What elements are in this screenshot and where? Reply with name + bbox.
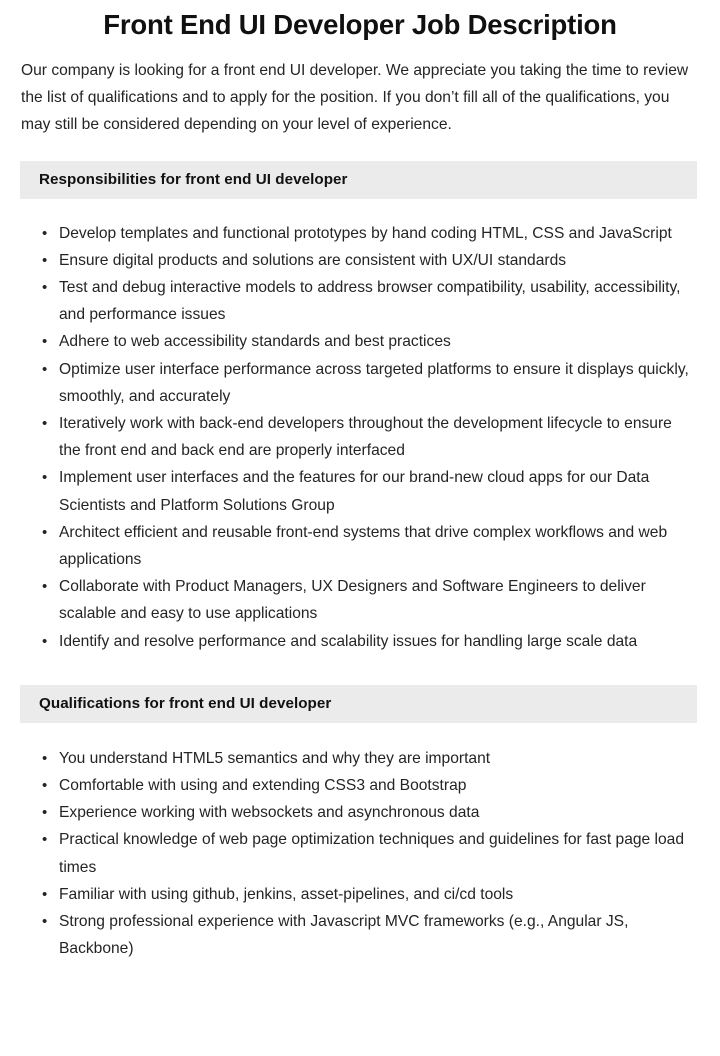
- list-item: • Test and debug interactive models to address browser compatibility, usability, accessibility, and performance issues: [0, 274, 720, 328]
- list-item: • Familiar with using github, jenkins, asset-pipelines, and ci/cd tools: [0, 881, 720, 908]
- list-item: • Experience working with websockets and asynchronous data: [0, 799, 720, 826]
- section-header-qualifications: [20, 685, 697, 723]
- list-item: • Develop templates and functional prototypes by hand coding HTML, CSS and JavaScript: [0, 220, 720, 247]
- list-item: • Adhere to web accessibility standards and best practices: [0, 328, 720, 355]
- list-item: • Strong professional experience with Javascript MVC frameworks (e.g., Angular JS, Backbone): [0, 908, 720, 962]
- list-item: • Collaborate with Product Managers, UX Designers and Software Engineers to deliver scalable and easy to use applications: [0, 573, 720, 627]
- list-item: • Identify and resolve performance and scalability issues for handling large scale data: [0, 628, 720, 655]
- list-item: • Iteratively work with back-end developers throughout the development lifecycle to ensure the front end and back end are properly interfaced: [0, 410, 720, 464]
- list-item: • You understand HTML5 semantics and why they are important: [0, 745, 720, 772]
- section-heading-label: Responsibilities for front end UI developer: [39, 170, 348, 188]
- list-item: • Practical knowledge of web page optimization techniques and guidelines for fast page load times: [0, 826, 720, 880]
- list-item: • Optimize user interface performance across targeted platforms to ensure it displays quickly, smoothly, and accurately: [0, 356, 720, 410]
- list-item: • Comfortable with using and extending CSS3 and Bootstrap: [0, 772, 720, 799]
- section-header-responsibilities: [20, 161, 697, 199]
- page-title: Front End UI Developer Job Description: [103, 9, 617, 40]
- list-item: • Architect efficient and reusable front-end systems that drive complex workflows and web applications: [0, 519, 720, 573]
- intro-paragraph: Our company is looking for a front end UI developer. We appreciate you taking the time to review the list of qualifications and to apply for the position. If you don’t fill all of the qualifications, you may still be considered depending on your level of experience.: [21, 62, 689, 134]
- qualifications-list: [0, 723, 720, 963]
- list-item: • Implement user interfaces and the features for our brand-new cloud apps for our Data Scientists and Platform Solutions Group: [0, 464, 720, 518]
- responsibilities-list: [0, 199, 720, 655]
- section-heading-label: Qualifications for front end UI developer: [39, 694, 332, 712]
- list-item: • Ensure digital products and solutions are consistent with UX/UI standards: [0, 247, 720, 274]
